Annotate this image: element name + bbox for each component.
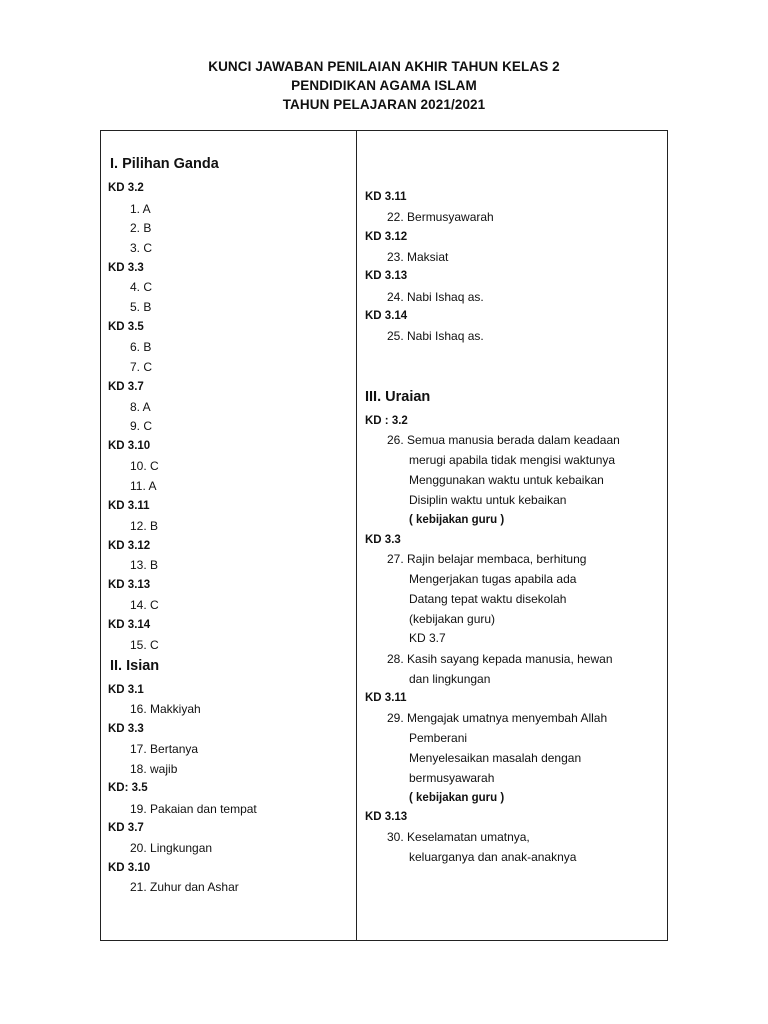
kd-label: KD 3.3: [108, 262, 144, 274]
kd-label: KD 3.11: [108, 500, 150, 512]
header-title: KUNCI JAWABAN PENILAIAN AKHIR TAHUN KELAS 2: [208, 59, 560, 74]
essay-answer-line: keluarganya dan anak-anaknya: [409, 850, 577, 864]
kd-label: KD 3.13: [365, 270, 408, 282]
answer-item: 23. Maksiat: [387, 250, 449, 264]
document-header: [0, 57, 768, 114]
teacher-discretion-note: ( kebijakan guru ): [409, 792, 505, 804]
answer-item: 11. A: [130, 479, 157, 493]
answer-item: 25. Nabi Ishaq as.: [387, 329, 484, 343]
answer-item: 24. Nabi Ishaq as.: [387, 290, 484, 304]
essay-answer-line: dan lingkungan: [409, 672, 491, 686]
kd-label: KD: 3.5: [108, 782, 148, 794]
essay-answer-line: Pemberani: [409, 731, 468, 745]
kd-label: KD 3.7: [108, 822, 144, 834]
section-isian: II. Isian: [110, 658, 160, 674]
answer-item: 15. C: [130, 638, 159, 652]
kd-label: KD 3.3: [365, 534, 401, 546]
kd-label: KD 3.11: [365, 191, 407, 203]
answer-item: 16. Makkiyah: [130, 702, 201, 716]
answer-item: 1. A: [130, 202, 151, 216]
kd-label: KD 3.10: [108, 440, 151, 452]
answer-item: 2. B: [130, 221, 152, 235]
kd-label: KD 3.14: [108, 619, 151, 631]
answer-item: 19. Pakaian dan tempat: [130, 802, 257, 816]
answer-item: 5. B: [130, 300, 152, 314]
essay-answer-line: merugi apabila tidak mengisi waktunya: [409, 453, 616, 467]
teacher-discretion-note: ( kebijakan guru ): [409, 514, 505, 526]
kd-label: KD 3.13: [365, 811, 408, 823]
answer-item: 7. C: [130, 360, 153, 374]
answer-item: 20. Lingkungan: [130, 841, 213, 855]
kd-label: KD 3.10: [108, 862, 151, 874]
section-pilihan-ganda: I. Pilihan Ganda: [110, 156, 219, 172]
essay-answer: 26. Semua manusia berada dalam keadaan: [387, 433, 620, 447]
column-divider: [356, 130, 357, 941]
kd-label: KD 3.2: [108, 182, 144, 194]
kd-label: KD 3.1: [108, 684, 144, 696]
kd-label: KD 3.13: [108, 579, 151, 591]
answer-item: 10. C: [130, 459, 159, 473]
essay-answer-line: Menyelesaikan masalah dengan: [409, 751, 582, 765]
essay-answer-line: (kebijakan guru): [409, 612, 496, 626]
answer-item: 3. C: [130, 241, 153, 255]
section-uraian: III. Uraian: [365, 389, 431, 405]
answer-item: 6. B: [130, 340, 152, 354]
essay-answer: 28. Kasih sayang kepada manusia, hewan: [387, 652, 613, 666]
kd-label: KD 3.3: [108, 723, 144, 735]
header-subject: PENDIDIKAN AGAMA ISLAM: [291, 78, 477, 93]
answer-item: 8. A: [130, 400, 151, 414]
kd-label: KD 3.7: [108, 381, 144, 393]
essay-answer-line: KD 3.7: [409, 631, 446, 645]
kd-label: KD 3.14: [365, 310, 408, 322]
kd-label: KD 3.5: [108, 321, 144, 333]
essay-answer: 30. Keselamatan umatnya,: [387, 830, 530, 844]
kd-label: KD : 3.2: [365, 415, 408, 427]
kd-label: KD 3.11: [365, 692, 407, 704]
essay-answer-line: Disiplin waktu untuk kebaikan: [409, 493, 567, 507]
answer-item: 14. C: [130, 598, 159, 612]
essay-answer: 29. Mengajak umatnya menyembah Allah: [387, 711, 608, 725]
answer-item: 13. B: [130, 558, 159, 572]
answer-item: 21. Zuhur dan Ashar: [130, 880, 239, 894]
answer-item: 22. Bermusyawarah: [387, 210, 494, 224]
answer-item: 12. B: [130, 519, 159, 533]
answer-item: 4. C: [130, 280, 153, 294]
kd-label: KD 3.12: [108, 540, 151, 552]
essay-answer: 27. Rajin belajar membaca, berhitung: [387, 552, 587, 566]
kd-label: KD 3.12: [365, 231, 408, 243]
essay-answer-line: Menggunakan waktu untuk kebaikan: [409, 473, 604, 487]
answer-item: 18. wajib: [130, 762, 178, 776]
answer-item: 9. C: [130, 419, 153, 433]
header-year: TAHUN PELAJARAN 2021/2021: [282, 97, 486, 112]
essay-answer-line: Datang tepat waktu disekolah: [409, 592, 567, 606]
answer-item: 17. Bertanya: [130, 742, 199, 756]
essay-answer-line: Mengerjakan tugas apabila ada: [409, 572, 577, 586]
essay-answer-line: bermusyawarah: [409, 771, 495, 785]
